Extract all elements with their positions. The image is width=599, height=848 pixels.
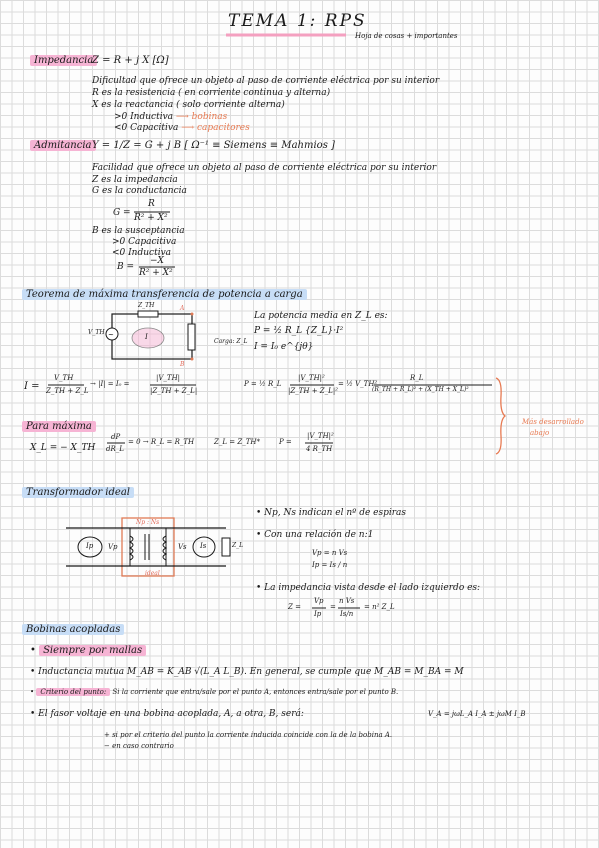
z-bar1: [312, 607, 326, 609]
z-bar2: [338, 607, 360, 609]
bobinas-bullet4: • El fasor voltaje en una bobina acoplada, A, a otra, B, será:: [30, 709, 304, 719]
transformer-bullet2: • Con una relación de n:1: [256, 530, 374, 540]
z-eq: =: [330, 603, 336, 611]
b-num: −X: [150, 256, 164, 266]
impedancia-formula: Z = R + j X [Ω]: [92, 55, 169, 66]
section-bobinas: Bobinas acopladas: [22, 624, 124, 636]
potencia-formula: P = ½ R_L {Z_L}·I²: [254, 326, 344, 336]
section-admitancia: Admitancia: [30, 140, 96, 152]
i-abs: → |I| = I₀ =: [90, 380, 130, 388]
z-result: = n² Z_L: [364, 603, 395, 611]
circuit-node-b: B: [180, 361, 185, 368]
g-num: R: [148, 199, 155, 209]
z-num2: n Vs: [339, 597, 355, 605]
impedancia-line4: >0 Inductiva ⟶ bobinas: [114, 112, 228, 122]
b-lhs: B =: [117, 262, 135, 272]
maxima-dp: dP: [111, 433, 121, 441]
z-den2: Is/n: [340, 610, 354, 618]
transformer-eq1: Vp = n Vs: [312, 549, 348, 557]
title-underline: [226, 33, 346, 39]
i-abs-num: |V_TH|: [156, 374, 181, 382]
maxima-dp-bar: [107, 442, 125, 444]
circuit-node-a: A: [180, 305, 185, 312]
svg-text:~: ~: [108, 331, 114, 339]
bobinas-sub2: − en caso contrario: [104, 742, 174, 750]
admitancia-line1: Facilidad que ofrece un objeto al paso de corriente eléctrica por su interior: [92, 163, 437, 173]
page-title: TEMA 1: RPS: [228, 11, 367, 31]
z-lhs: Z =: [288, 603, 301, 611]
i-fraction-bar: [48, 384, 84, 386]
transformer-ratio: Np : Ns: [136, 519, 160, 526]
bobinas-bullet3: • Criterio del punto: Si la corriente que entra/sale por el punto A, entonces entra/sale por el punto B.: [30, 688, 399, 696]
transformer-ideal: ideal: [145, 570, 160, 577]
impedancia-line2: R es la resistencia ( en corriente continua y alterna): [92, 88, 331, 98]
bobinas-bullet2: • Inductancia mutua M_AB = K_AB √(L_A L_B). En general, se cumple que M_AB = M_BA = M: [30, 667, 464, 677]
side-brace: [494, 378, 506, 454]
i-abs-fraction-bar: [150, 384, 196, 386]
transformer-ip: Ip: [86, 542, 94, 550]
potencia-text: La potencia media en Z_L es:: [254, 311, 388, 321]
impedancia-line5: <0 Capacitiva ⟶ capacitores: [114, 123, 250, 133]
g-den: R² + X²: [134, 213, 168, 223]
admitancia-line4: B es la susceptancia: [92, 226, 185, 236]
impedancia-line1: Dificultad que ofrece un objeto al paso de corriente eléctrica por su interior: [92, 76, 440, 86]
bobinas-bullet4-formula: V_A = jωL_A I_A ± jωM I_B: [428, 710, 526, 718]
transformer-eq2: Ip = Is / n: [312, 561, 348, 569]
admitancia-line6: <0 Inductiva: [112, 248, 172, 258]
section-maxima: Para máxima: [22, 421, 96, 433]
admitancia-line2: Z es la impedancia: [92, 175, 178, 185]
transformer-vs: Vs: [178, 543, 187, 551]
admitancia-line3: G es la conductancia: [92, 186, 187, 196]
z-num1: Vp: [314, 597, 324, 605]
side-note-1: Más desarrollado: [522, 418, 584, 426]
bobinas-bullet1: • Siempre por mallas: [30, 645, 146, 657]
transformer-is: Is: [200, 542, 207, 550]
p-den2: (R_TH + R_L)² + (X_TH + X_L)²: [372, 386, 469, 393]
admitancia-formula: Y = 1/Z = G + j B [ Ω⁻¹ ≡ Siemens ≡ Mahmios ]: [92, 140, 335, 151]
p-fraction-bar1: [290, 384, 334, 386]
side-note-2: abajo: [530, 429, 550, 437]
current-formula: I = I₀ e^{jθ}: [254, 342, 314, 352]
page-subtitle: Hoja de cosas + importantes: [355, 32, 458, 40]
circuit-current: I: [145, 333, 148, 341]
maxima-p-lhs: P =: [279, 438, 292, 446]
circuit-zth: Z_TH: [138, 302, 155, 309]
maxima-p-bar: [305, 442, 333, 444]
section-impedancia: Impedancia: [30, 55, 97, 67]
circuit-zl: Carga: Z_L: [214, 338, 248, 345]
section-transformador: Transformador ideal: [22, 487, 134, 499]
thevenin-circuit: [98, 306, 208, 368]
i-lhs: I =: [24, 381, 40, 392]
p-num1: |V_TH|²: [298, 374, 325, 382]
maxima-p-num: |V_TH|²: [307, 432, 334, 440]
maxima-xl: X_L = − X_TH: [30, 443, 96, 453]
p-den1: |Z_TH + Z_L|²: [288, 387, 338, 395]
transformer-zl: Z_L: [232, 542, 244, 549]
g-lhs: G =: [113, 208, 131, 218]
admitancia-line5: >0 Capacitiva: [112, 237, 177, 247]
transformer-bullet3: • La impedancia vista desde el lado izquierdo es:: [256, 583, 481, 593]
i-abs-den: |Z_TH + Z_L|: [150, 387, 198, 395]
i-num: V_TH: [54, 374, 74, 382]
maxima-p-den: 4 R_TH: [306, 445, 333, 453]
maxima-dr: dR_L: [106, 445, 124, 453]
maxima-dp-result: = 0 → R_L = R_TH: [128, 438, 195, 446]
p-num2: R_L: [410, 374, 424, 382]
p-eq: = ½ V_TH²: [338, 380, 378, 388]
transformer-vp: Vp: [108, 543, 118, 551]
circuit-vth: V_TH: [88, 329, 105, 336]
maxima-zl: Z_L = Z_TH*: [214, 438, 260, 446]
b-den: R² + X²: [139, 268, 173, 278]
bobinas-sub1: + si por el criterio del punto la corriente inducida coincide con la de la bobina A.: [104, 731, 393, 739]
p-lhs: P = ½ R_L: [244, 380, 282, 388]
section-teorema: Teorema de máxima transferencia de potencia a carga: [22, 289, 307, 301]
z-den1: Ip: [314, 610, 322, 618]
transformer-bullet1: • Np, Ns indican el nº de espiras: [256, 508, 407, 518]
impedancia-line3: X es la reactancia ( solo corriente alterna): [92, 100, 285, 110]
i-den: Z_TH + Z_L: [46, 387, 89, 395]
